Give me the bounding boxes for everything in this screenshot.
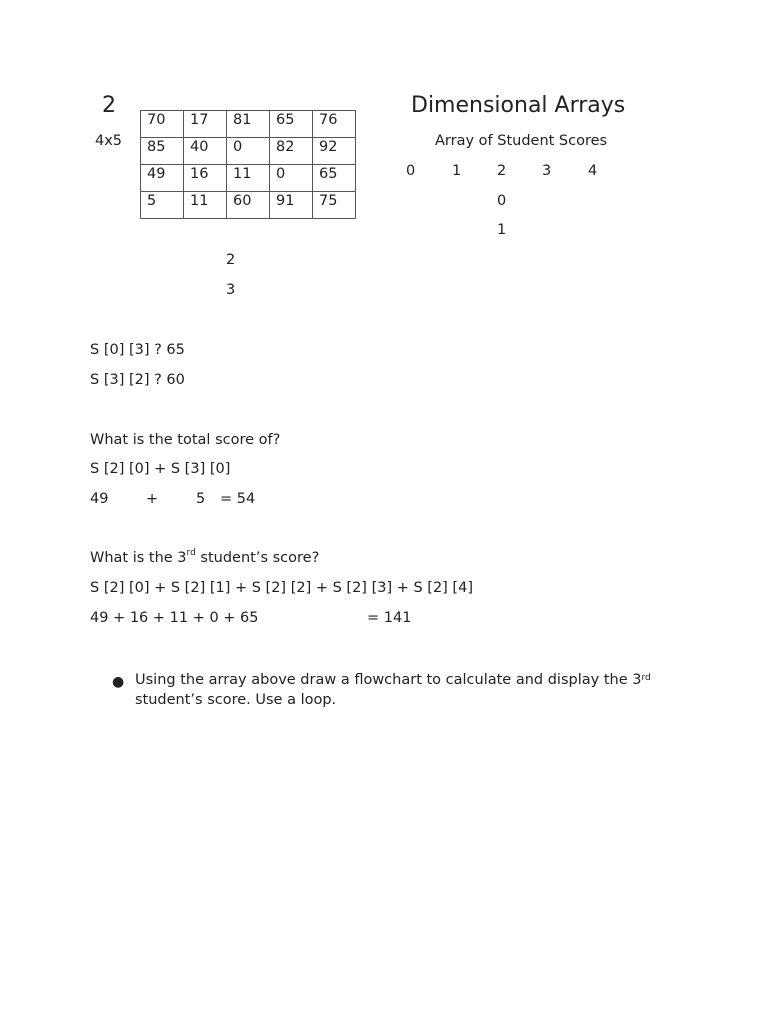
table-cell: 85 xyxy=(141,138,184,165)
third-sum: 49 + 16 + 11 + 0 + 65 xyxy=(90,610,259,626)
third-question: What is the 3rd student’s score? xyxy=(90,548,320,566)
table-cell: 70 xyxy=(141,111,184,138)
table-cell: 65 xyxy=(313,165,356,192)
table-cell: 0 xyxy=(227,138,270,165)
example-line: S [3] [2] ? 60 xyxy=(90,372,185,388)
table-cell: 92 xyxy=(313,138,356,165)
table-cell: 91 xyxy=(270,192,313,219)
total-result: = 54 xyxy=(220,491,256,507)
table-cell: 81 xyxy=(227,111,270,138)
example-line: S [0] [3] ? 65 xyxy=(90,342,185,358)
column-index: 4 xyxy=(588,163,598,179)
array-caption: Array of Student Scores xyxy=(435,133,608,149)
column-index: 0 xyxy=(406,163,416,179)
row-index: 2 xyxy=(226,252,236,268)
column-index: 1 xyxy=(452,163,462,179)
total-operand-a: 49 xyxy=(90,491,109,507)
third-result: = 141 xyxy=(367,610,412,626)
row-index: 1 xyxy=(497,222,507,238)
total-operand-b: 5 xyxy=(196,491,206,507)
table-cell: 40 xyxy=(184,138,227,165)
table-cell: 11 xyxy=(184,192,227,219)
bullet-text: Using the array above draw a flowchart to calculate and display the 3rd student’s score. Use a loop. xyxy=(135,672,651,708)
column-index: 3 xyxy=(542,163,552,179)
table-cell: 0 xyxy=(270,165,313,192)
table-cell: 75 xyxy=(313,192,356,219)
table-cell: 17 xyxy=(184,111,227,138)
table-cell: 76 xyxy=(313,111,356,138)
table-row xyxy=(141,165,356,192)
table-cell: 60 xyxy=(227,192,270,219)
column-index: 2 xyxy=(497,163,507,179)
bullet-icon: ● xyxy=(112,674,125,690)
row-index: 0 xyxy=(497,193,507,209)
heading-number: 2 xyxy=(102,93,116,118)
table-cell: 11 xyxy=(227,165,270,192)
third-expression: S [2] [0] + S [2] [1] + S [2] [2] + S [2] [3] + S [2] [4] xyxy=(90,580,473,596)
row-index: 3 xyxy=(226,282,236,298)
dims-label: 4x5 xyxy=(95,133,123,149)
scores-table xyxy=(140,110,356,219)
total-expression: S [2] [0] + S [3] [0] xyxy=(90,461,231,477)
table-cell: 16 xyxy=(184,165,227,192)
table-row xyxy=(141,138,356,165)
table-row xyxy=(141,111,356,138)
table-cell: 65 xyxy=(270,111,313,138)
table-cell: 5 xyxy=(141,192,184,219)
table-row xyxy=(141,192,356,219)
total-plus: + xyxy=(146,491,159,507)
table-cell: 82 xyxy=(270,138,313,165)
table-cell: 49 xyxy=(141,165,184,192)
total-question: What is the total score of? xyxy=(90,432,281,448)
heading-title: Dimensional Arrays xyxy=(411,93,626,118)
